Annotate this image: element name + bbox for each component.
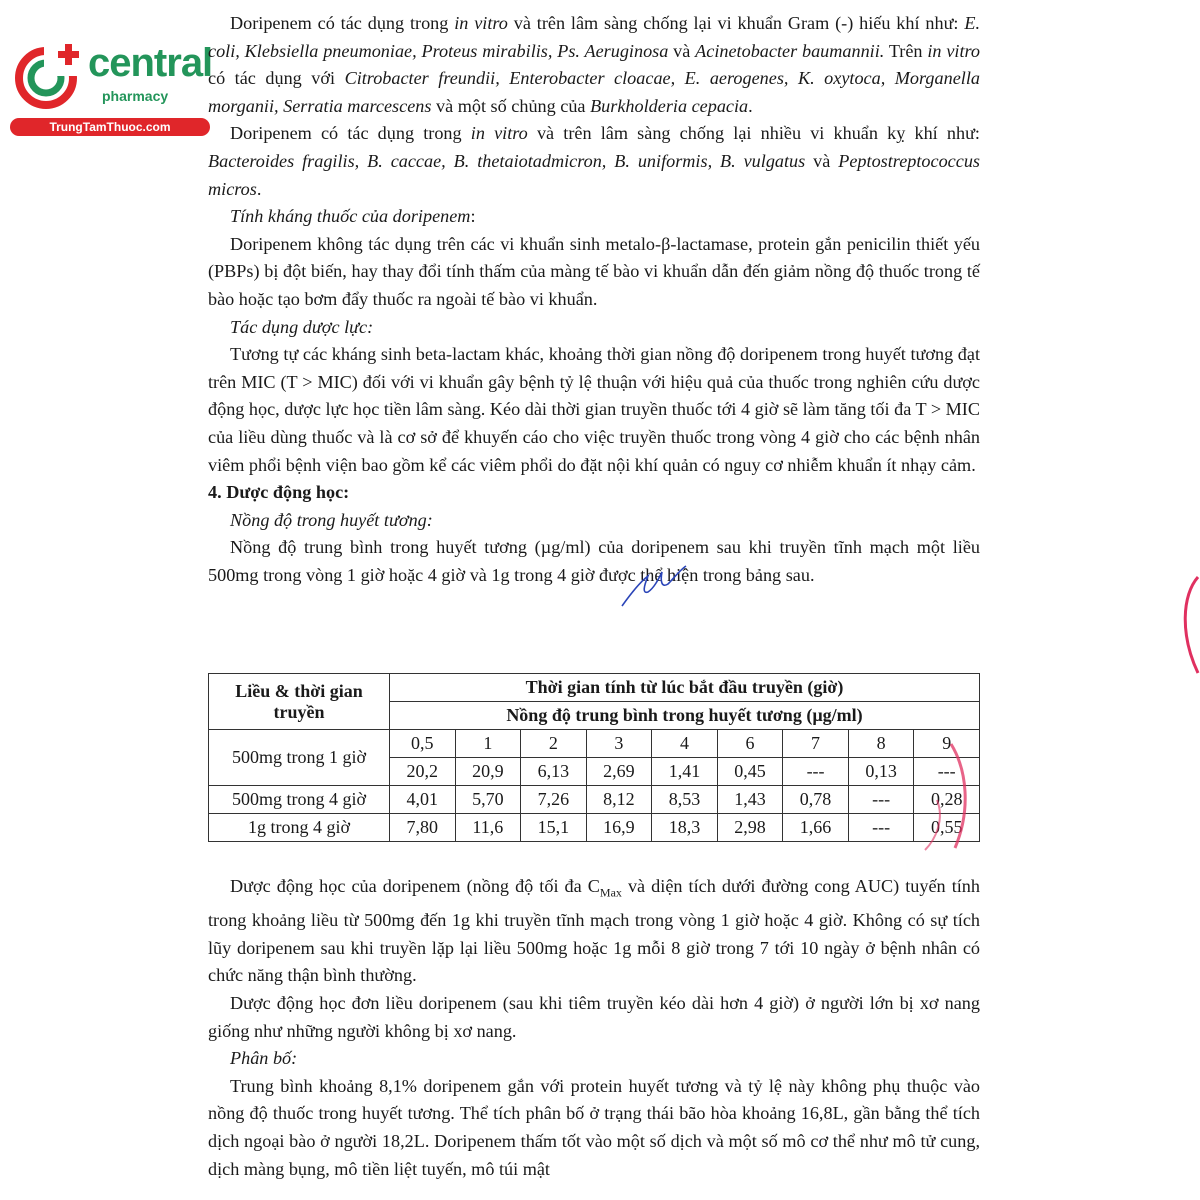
- brand-logo: [10, 38, 213, 138]
- brand-website: TrungTamThuoc.com: [10, 118, 210, 136]
- row-label-500mg-1h: 500mg trong 1 giờ: [209, 730, 390, 786]
- paragraph-gram-negative: [208, 10, 980, 120]
- value-cell: 0,55: [914, 814, 980, 842]
- subheading-resistance: [208, 203, 980, 231]
- text: Doripenem có tác dụng trong: [230, 13, 455, 33]
- value-cell: ---: [848, 786, 914, 814]
- paragraph-plasma-concentration: Nồng độ trung bình trong huyết tương (µg/ml) của doripenem sau khi truyền tĩnh mạch một liều 500mg trong vòng 1 giờ hoặc 4 giờ và 1g trong 4 giờ được thể hiện trong bảng sau.: [208, 537, 980, 585]
- document-body-lower: [208, 873, 980, 1183]
- time-cell: 9: [914, 730, 980, 758]
- value-cell: 6,13: [521, 758, 587, 786]
- text-italic: in vitro: [927, 40, 981, 61]
- paragraph-resistance: Doripenem không tác dụng trên các vi khuẩn sinh metalo-β-lactamase, protein gắn penicilin thiết yếu (PBPs) bị đột biến, hay thay đổi tính thấm của màng tế bào vi khuẩn dẫn đến giảm nồng độ thuốc trong tế bào hoặc tạo bơm đẩy thuốc ra ngoài tế bào vi khuẩn.: [208, 233, 980, 309]
- subheading-pharmacodynamics: [208, 314, 980, 342]
- text: và diện tích dưới đường cong AUC) tuyến tính trong khoảng liều từ 500mg đến 1g khi truyền tĩnh mạch trong vòng 1 giờ hoặc 4 giờ. Không có sự tích lũy doripenem sau khi truyền lặp lại liều 500mg hoặc 1g mỗi 8 giờ trong 7 tới 10 ngày ở bệnh nhân có chức năng thận bình thường.: [208, 876, 980, 986]
- value-cell: 2,98: [717, 814, 783, 842]
- time-cell: 1: [455, 730, 521, 758]
- text-italic: Nồng độ trong huyết tương:: [230, 509, 433, 530]
- time-cell: 2: [521, 730, 587, 758]
- time-cell: 3: [586, 730, 652, 758]
- value-cell: 5,70: [455, 786, 521, 814]
- text: và một số chủng của: [431, 95, 591, 116]
- value-cell: 16,9: [586, 814, 652, 842]
- text-italic: Bacteroides fragilis, B. caccae, B. thetaiotadmicron, B. uniformis, B. vulgatus: [208, 150, 806, 171]
- text: và: [668, 40, 696, 61]
- central-pharmacy-logo-icon: [10, 38, 88, 116]
- subscript: Max: [599, 885, 622, 900]
- text: Dược động học của doripenem (nồng độ tối đa C: [230, 876, 600, 896]
- text: truyền: [273, 701, 325, 722]
- paragraph-cystic-fibrosis: Dược động học đơn liều doripenem (sau khi tiêm truyền kéo dài hơn 4 giờ) ở người lớn bị xơ nang giống như những người không bị xơ nang.: [208, 993, 980, 1041]
- time-cell: 0,5: [390, 730, 456, 758]
- brand-name: central: [88, 41, 213, 85]
- value-cell: 18,3: [652, 814, 718, 842]
- value-cell: 20,2: [390, 758, 456, 786]
- text: và trên lâm sàng chống lại vi khuẩn Gram (-) hiếu khí như:: [507, 13, 965, 33]
- value-cell: 4,01: [390, 786, 456, 814]
- text: và trên lâm sàng chống lại nhiều vi khuẩn kỵ khí như:: [527, 123, 980, 144]
- value-cell: 11,6: [455, 814, 521, 842]
- table-row: [209, 786, 980, 814]
- table-header-time: Thời gian tính từ lúc bắt đầu truyền (giờ): [390, 674, 980, 702]
- text-italic: in vitro: [470, 123, 528, 144]
- text-italic: Citrobacter freundii, Enterobacter cloacae, E. aerogenes, K. oxytoca, Morganella morganii, Serratia marcescens: [208, 68, 980, 116]
- paragraph-distribution: Trung bình khoảng 8,1% doripenem gắn với protein huyết tương và tỷ lệ này không phụ thuộc vào nồng độ thuốc trong huyết tương. Thể tích phân bố ở trạng thái bão hòa khoảng 16,8L, gần bằng thể tích dịch ngoại bào ở người 18,2L. Doripenem thấm tốt vào một số dịch và một số mô cơ thể như mô tử cung, dịch màng bụng, mô tiền liệt tuyến, mô túi mật: [208, 1075, 980, 1179]
- text-italic: Burkholderia cepacia: [590, 95, 749, 116]
- time-cell: 4: [652, 730, 718, 758]
- value-cell: 8,12: [586, 786, 652, 814]
- text-italic: Phân bố:: [230, 1048, 298, 1069]
- table-row: [209, 730, 980, 758]
- value-cell: ---: [848, 814, 914, 842]
- text-italic: Acinetobacter baumannii.: [695, 40, 885, 61]
- text-italic: Peptostreptococcus micros: [208, 150, 980, 199]
- row-label-500mg-4h: 500mg trong 4 giờ: [209, 786, 390, 814]
- text: và: [805, 150, 839, 171]
- value-cell: 7,80: [390, 814, 456, 842]
- value-cell: 2,69: [586, 758, 652, 786]
- value-cell: ---: [914, 758, 980, 786]
- text-italic: Tác dụng dược lực:: [230, 316, 374, 337]
- value-cell: 0,13: [848, 758, 914, 786]
- value-cell: 7,26: [521, 786, 587, 814]
- table-row: [209, 814, 980, 842]
- time-cell: 8: [848, 730, 914, 758]
- text: .: [748, 95, 753, 116]
- value-cell: 0,45: [717, 758, 783, 786]
- document-body-upper: [208, 10, 980, 589]
- value-cell: 0,28: [914, 786, 980, 814]
- value-cell: 15,1: [521, 814, 587, 842]
- red-stamp-mark: [915, 740, 985, 855]
- text-italic: in vitro: [454, 13, 508, 33]
- time-cell: 6: [717, 730, 783, 758]
- value-cell: 0,78: [783, 786, 849, 814]
- value-cell: 20,9: [455, 758, 521, 786]
- value-cell: 1,66: [783, 814, 849, 842]
- text: Liều & thời gian: [235, 680, 363, 701]
- table-header-concentration: Nồng độ trung bình trong huyết tương (µg/ml): [390, 702, 980, 730]
- value-cell: ---: [783, 758, 849, 786]
- value-cell: 1,43: [717, 786, 783, 814]
- row-label-1g-4h: 1g trong 4 giờ: [209, 814, 390, 842]
- section-heading-pharmacokinetics: 4. Dược động học:: [208, 482, 350, 503]
- subheading-distribution: [208, 1045, 980, 1073]
- text: :: [470, 206, 476, 227]
- text-italic: E. coli, Klebsiella pneumoniae, Proteus mirabilis, Ps. Aeruginosa: [208, 13, 981, 61]
- paragraph-anaerobes: [208, 120, 980, 203]
- text-italic: Tính kháng thuốc của doripenem: [230, 206, 471, 227]
- time-cell: 7: [783, 730, 849, 758]
- red-stamp-edge: [1160, 575, 1200, 675]
- table-header-dose: [209, 674, 390, 730]
- table-header-row: [209, 674, 980, 702]
- text: Doripenem có tác dụng trong: [230, 123, 471, 144]
- plasma-concentration-table: [208, 673, 980, 842]
- value-cell: 8,53: [652, 786, 718, 814]
- paragraph-pharmacodynamics: Tương tự các kháng sinh beta-lactam khác, khoảng thời gian nồng độ doripenem trong huyết tương đạt trên MIC (T > MIC) đối với vi khuẩn gây bệnh tỷ lệ thuận với hiệu quả của thuốc trong nghiên cứu dược động học, dược lực học tiền lâm sàng. Kéo dài thời gian truyền thuốc tới 4 giờ sẽ làm tăng tối đa T > MIC của liều dùng thuốc và là cơ sở để khuyến cáo cho việc truyền thuốc trong vòng 4 giờ cho các bệnh nhân viêm phổi bệnh viện bao gồm kể các viêm phổi do đặt nội khí quản có nguy cơ nhiễm khuẩn ít nhạy cảm.: [208, 344, 980, 475]
- text: có tác dụng với: [208, 68, 345, 89]
- text: .: [256, 178, 262, 199]
- subheading-plasma-concentration: [208, 507, 980, 535]
- paragraph-linearity: [208, 873, 980, 990]
- brand-subtitle: pharmacy: [102, 88, 169, 104]
- signature-mark: [618, 562, 690, 612]
- text: Trên: [884, 40, 928, 61]
- value-cell: 1,41: [652, 758, 718, 786]
